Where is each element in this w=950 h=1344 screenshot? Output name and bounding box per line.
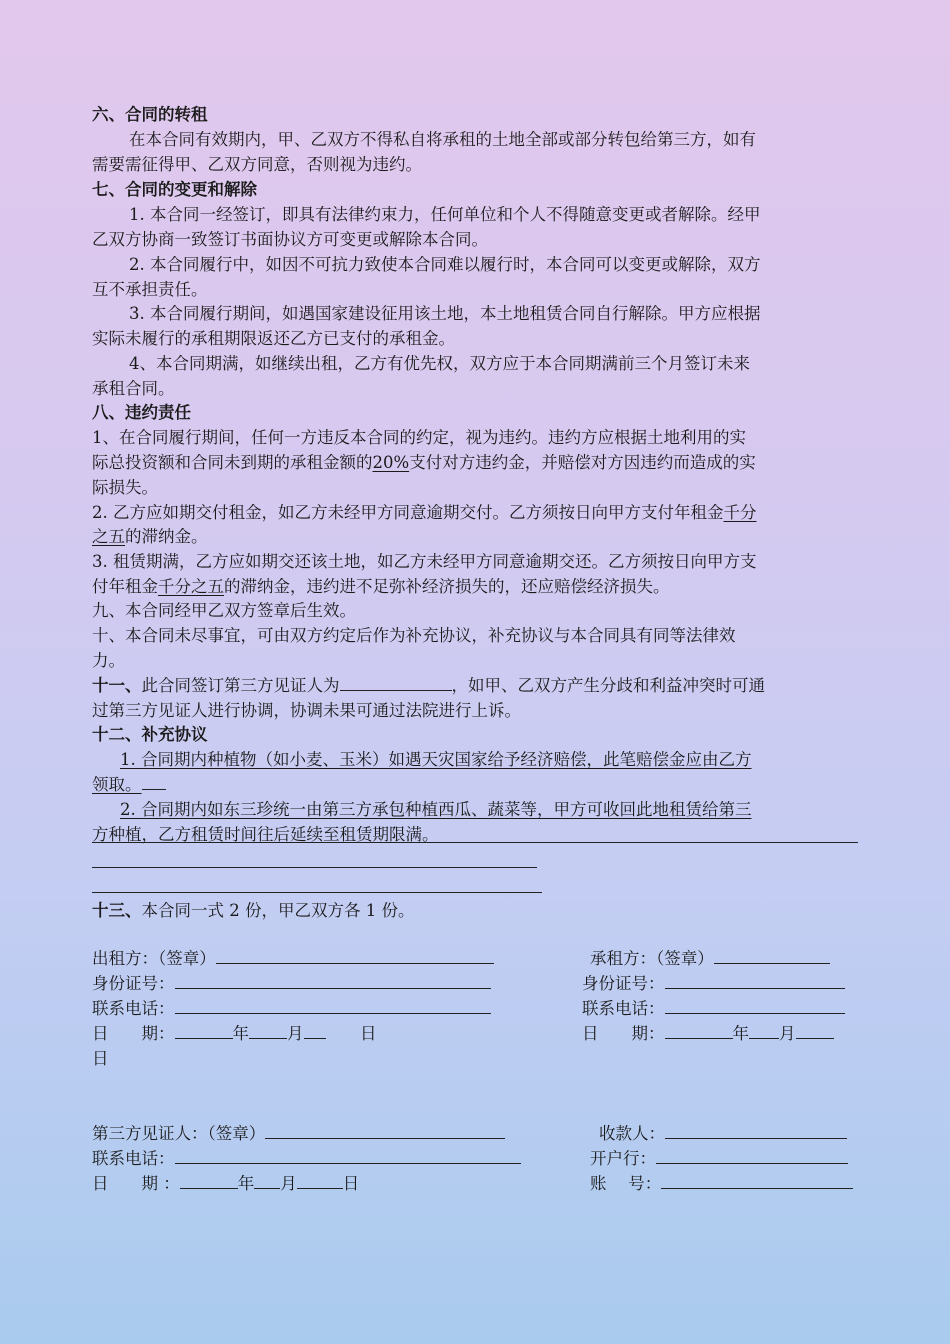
supplement-underline-3[interactable] bbox=[92, 892, 542, 893]
lessor-day-field[interactable] bbox=[304, 1022, 326, 1039]
witness-month-label: 月 bbox=[280, 1174, 297, 1193]
section-11-text-pre: 此合同签订第三方见证人为 bbox=[141, 676, 340, 695]
lessor-id-field[interactable] bbox=[175, 972, 491, 989]
supplement-1b bbox=[92, 772, 858, 797]
lessee-signature-row bbox=[590, 946, 830, 971]
witness-phone-field[interactable] bbox=[175, 1147, 521, 1164]
section-7-clause-2a: 2. 本合同履行中，如因不可抗力致使本合同难以履行时，本合同可以变更或解除，双方 bbox=[129, 255, 761, 274]
witness-year-field[interactable] bbox=[180, 1172, 238, 1189]
section-8-item-2a bbox=[92, 500, 858, 525]
section-8-item-1b-post: 支付对方违约金，并赔偿对方因违约而造成的实 bbox=[409, 453, 756, 472]
lessor-date-row bbox=[92, 1021, 326, 1046]
supplement-underline-2[interactable] bbox=[92, 867, 537, 868]
section-7-clause-1b: 乙双方协商一致签订书面协议方可变更或解除本合同。 bbox=[92, 230, 488, 249]
bank-field[interactable] bbox=[656, 1147, 848, 1164]
penalty-percentage: 20% bbox=[372, 453, 410, 472]
section-6-line-2: 需要需征得甲、乙双方同意，否则视为违约。 bbox=[92, 155, 422, 174]
lessor-phone-label: 联系电话： bbox=[92, 999, 175, 1018]
section-13-text: 本合同一式 2 份，甲乙双方各 1 份。 bbox=[141, 901, 415, 920]
section-8-item-1b bbox=[92, 450, 858, 475]
section-10-a: 十、本合同未尽事宜，可由双方约定后作为补充协议，补充协议与本合同具有同等法律效 bbox=[92, 626, 736, 645]
section-9: 九、本合同经甲乙双方签章后生效。 bbox=[92, 601, 356, 620]
supplement-1b-blank bbox=[142, 775, 166, 790]
section-7-heading: 七、合同的变更和解除 bbox=[92, 180, 257, 199]
bank-row bbox=[590, 1146, 848, 1171]
lessor-date-label: 日 期： bbox=[92, 1024, 175, 1043]
witness-phone-row bbox=[92, 1146, 521, 1171]
section-7-clause-2b: 互不承担责任。 bbox=[92, 280, 208, 299]
lessor-id-label: 身份证号： bbox=[92, 974, 175, 993]
section-8-item-2b-post: 的滞纳金。 bbox=[125, 527, 208, 546]
late-fee-rate-part-2: 之五 bbox=[92, 527, 125, 546]
section-8-item-2b bbox=[92, 524, 858, 549]
supplement-2a bbox=[92, 797, 858, 822]
lessor-signature-row bbox=[92, 946, 494, 971]
supplement-1a-text: 1. 合同期内种植物（如小麦、玉米）如遇天灾国家给予经济赔偿，此笔赔偿金应由乙方 bbox=[120, 750, 752, 769]
section-13-heading: 十三、 bbox=[92, 901, 142, 920]
supplement-2a-text: 2. 合同期内如东三珍统一由第三方承包种植西瓜、蔬菜等，甲方可收回此地租赁给第三 bbox=[120, 800, 752, 819]
section-8-item-3b-post: 的滞纳金，违约进不足弥补经济损失的，还应赔偿经济损失。 bbox=[224, 577, 670, 596]
supplement-1b-text: 领取。 bbox=[92, 775, 142, 794]
section-7-clause-4a: 4、本合同期满，如继续出租，乙方有优先权，双方应于本合同期满前三个月签订未来 bbox=[129, 354, 750, 373]
lessor-month-label: 月 bbox=[287, 1024, 304, 1043]
lessor-year-label: 年 bbox=[232, 1024, 249, 1043]
witness-month-field[interactable] bbox=[254, 1172, 280, 1189]
section-8-item-3b bbox=[92, 574, 858, 599]
supplement-1a bbox=[92, 747, 858, 772]
section-7-clause-3b: 实际未履行的承租期限返还乙方已支付的承租金。 bbox=[92, 329, 455, 348]
supplement-underline-1 bbox=[92, 842, 858, 843]
lessee-id-label: 身份证号： bbox=[582, 974, 665, 993]
lessee-year-field[interactable] bbox=[665, 1022, 733, 1039]
section-6-line-1: 在本合同有效期内，甲、乙双方不得私自将承租的土地全部或部分转包给第三方，如有 bbox=[129, 130, 756, 149]
witness-label: 第三方见证人：（签章） bbox=[92, 1124, 266, 1143]
payee-row bbox=[599, 1121, 847, 1146]
payee-label: 收款人： bbox=[599, 1124, 665, 1143]
lessor-phone-row bbox=[92, 996, 491, 1021]
section-11-b: 过第三方见证人进行协调，协调未果可通过法院进行上诉。 bbox=[92, 701, 521, 720]
witness-signature-row bbox=[92, 1121, 505, 1146]
section-11-a bbox=[92, 673, 858, 698]
witness-day-label: 日 bbox=[342, 1174, 360, 1193]
lessee-id-field[interactable] bbox=[665, 972, 845, 989]
lessor-phone-field[interactable] bbox=[175, 997, 491, 1014]
lessee-phone-field[interactable] bbox=[665, 997, 845, 1014]
witness-year-label: 年 bbox=[237, 1174, 255, 1193]
lessee-signature-field[interactable] bbox=[714, 947, 830, 964]
lessee-month-label: 月 bbox=[779, 1024, 796, 1043]
payee-field[interactable] bbox=[665, 1122, 847, 1139]
lessor-year-field[interactable] bbox=[175, 1022, 233, 1039]
witness-date-row bbox=[92, 1171, 359, 1196]
lessee-date-row bbox=[582, 1021, 834, 1046]
lessee-day-field[interactable] bbox=[796, 1022, 834, 1039]
lessee-year-label: 年 bbox=[732, 1024, 749, 1043]
lessee-phone-row bbox=[582, 996, 845, 1021]
bank-label: 开户行： bbox=[590, 1149, 656, 1168]
section-11-heading: 十一、 bbox=[92, 676, 142, 695]
lessor-label: 出租方：（签章） bbox=[92, 949, 216, 968]
section-6-heading: 六、合同的转租 bbox=[92, 105, 208, 124]
lessee-month-field[interactable] bbox=[749, 1022, 779, 1039]
lessee-id-row bbox=[582, 971, 845, 996]
late-fee-rate-part-1: 千分 bbox=[723, 503, 757, 522]
supplement-2b bbox=[92, 822, 858, 847]
section-8-item-3a: 3. 租赁期满，乙方应如期交还该土地，如乙方未经甲方同意逾期交还。乙方须按日向甲方支 bbox=[92, 552, 757, 571]
section-8-item-1c: 际损失。 bbox=[92, 478, 158, 497]
late-fee-rate: 千分之五 bbox=[158, 577, 224, 596]
section-11-text-post: ，如甲、乙双方产生分歧和利益冲突时可通 bbox=[451, 676, 765, 695]
account-row bbox=[590, 1171, 853, 1196]
witness-date-label: 日 期 ： bbox=[92, 1174, 180, 1193]
lessee-phone-label: 联系电话： bbox=[582, 999, 665, 1018]
supplement-2b-text: 方种植，乙方租赁时间往后延续至租赁期限满。 bbox=[92, 825, 439, 844]
lessor-day-label-wrap: 日 bbox=[92, 1049, 109, 1068]
section-13 bbox=[92, 898, 858, 923]
section-8-item-2a-pre: 2. 乙方应如期交付租金，如乙方未经甲方同意逾期交付。乙方须按日向甲方支付年租金 bbox=[92, 503, 724, 522]
lessee-label: 承租方：（签章） bbox=[590, 949, 714, 968]
lessor-day-label: 日 bbox=[360, 1024, 377, 1043]
lessor-id-row bbox=[92, 971, 491, 996]
account-label: 账 号： bbox=[590, 1174, 662, 1193]
witness-signature-field[interactable] bbox=[265, 1122, 505, 1139]
section-10-b: 力。 bbox=[92, 651, 125, 670]
witness-phone-label: 联系电话： bbox=[92, 1149, 175, 1168]
section-7-clause-1a: 1. 本合同一经签订，即具有法律约束力，任何单位和个人不得随意变更或者解除。经甲 bbox=[129, 205, 761, 224]
lessee-date-label: 日 期： bbox=[582, 1024, 665, 1043]
section-12-heading: 十二、补充协议 bbox=[92, 725, 208, 744]
lessor-signature-field[interactable] bbox=[216, 947, 494, 964]
section-7-clause-3a: 3. 本合同履行期间，如遇国家建设征用该土地，本土地租赁合同自行解除。甲方应根据 bbox=[129, 304, 761, 323]
section-8-item-1a: 1、在合同履行期间，任何一方违反本合同的约定，视为违约。违约方应根据土地利用的实 bbox=[92, 428, 746, 447]
witness-name-field[interactable] bbox=[340, 674, 452, 691]
witness-day-field[interactable] bbox=[297, 1172, 343, 1189]
section-8-item-1b-pre: 际总投资额和合同未到期的承租金额的 bbox=[92, 453, 373, 472]
section-8-heading: 八、违约责任 bbox=[92, 403, 191, 422]
account-field[interactable] bbox=[661, 1172, 853, 1189]
lessor-month-field[interactable] bbox=[249, 1022, 287, 1039]
section-8-item-3b-pre: 付年租金 bbox=[92, 577, 158, 596]
section-7-clause-4b: 承租合同。 bbox=[92, 379, 175, 398]
